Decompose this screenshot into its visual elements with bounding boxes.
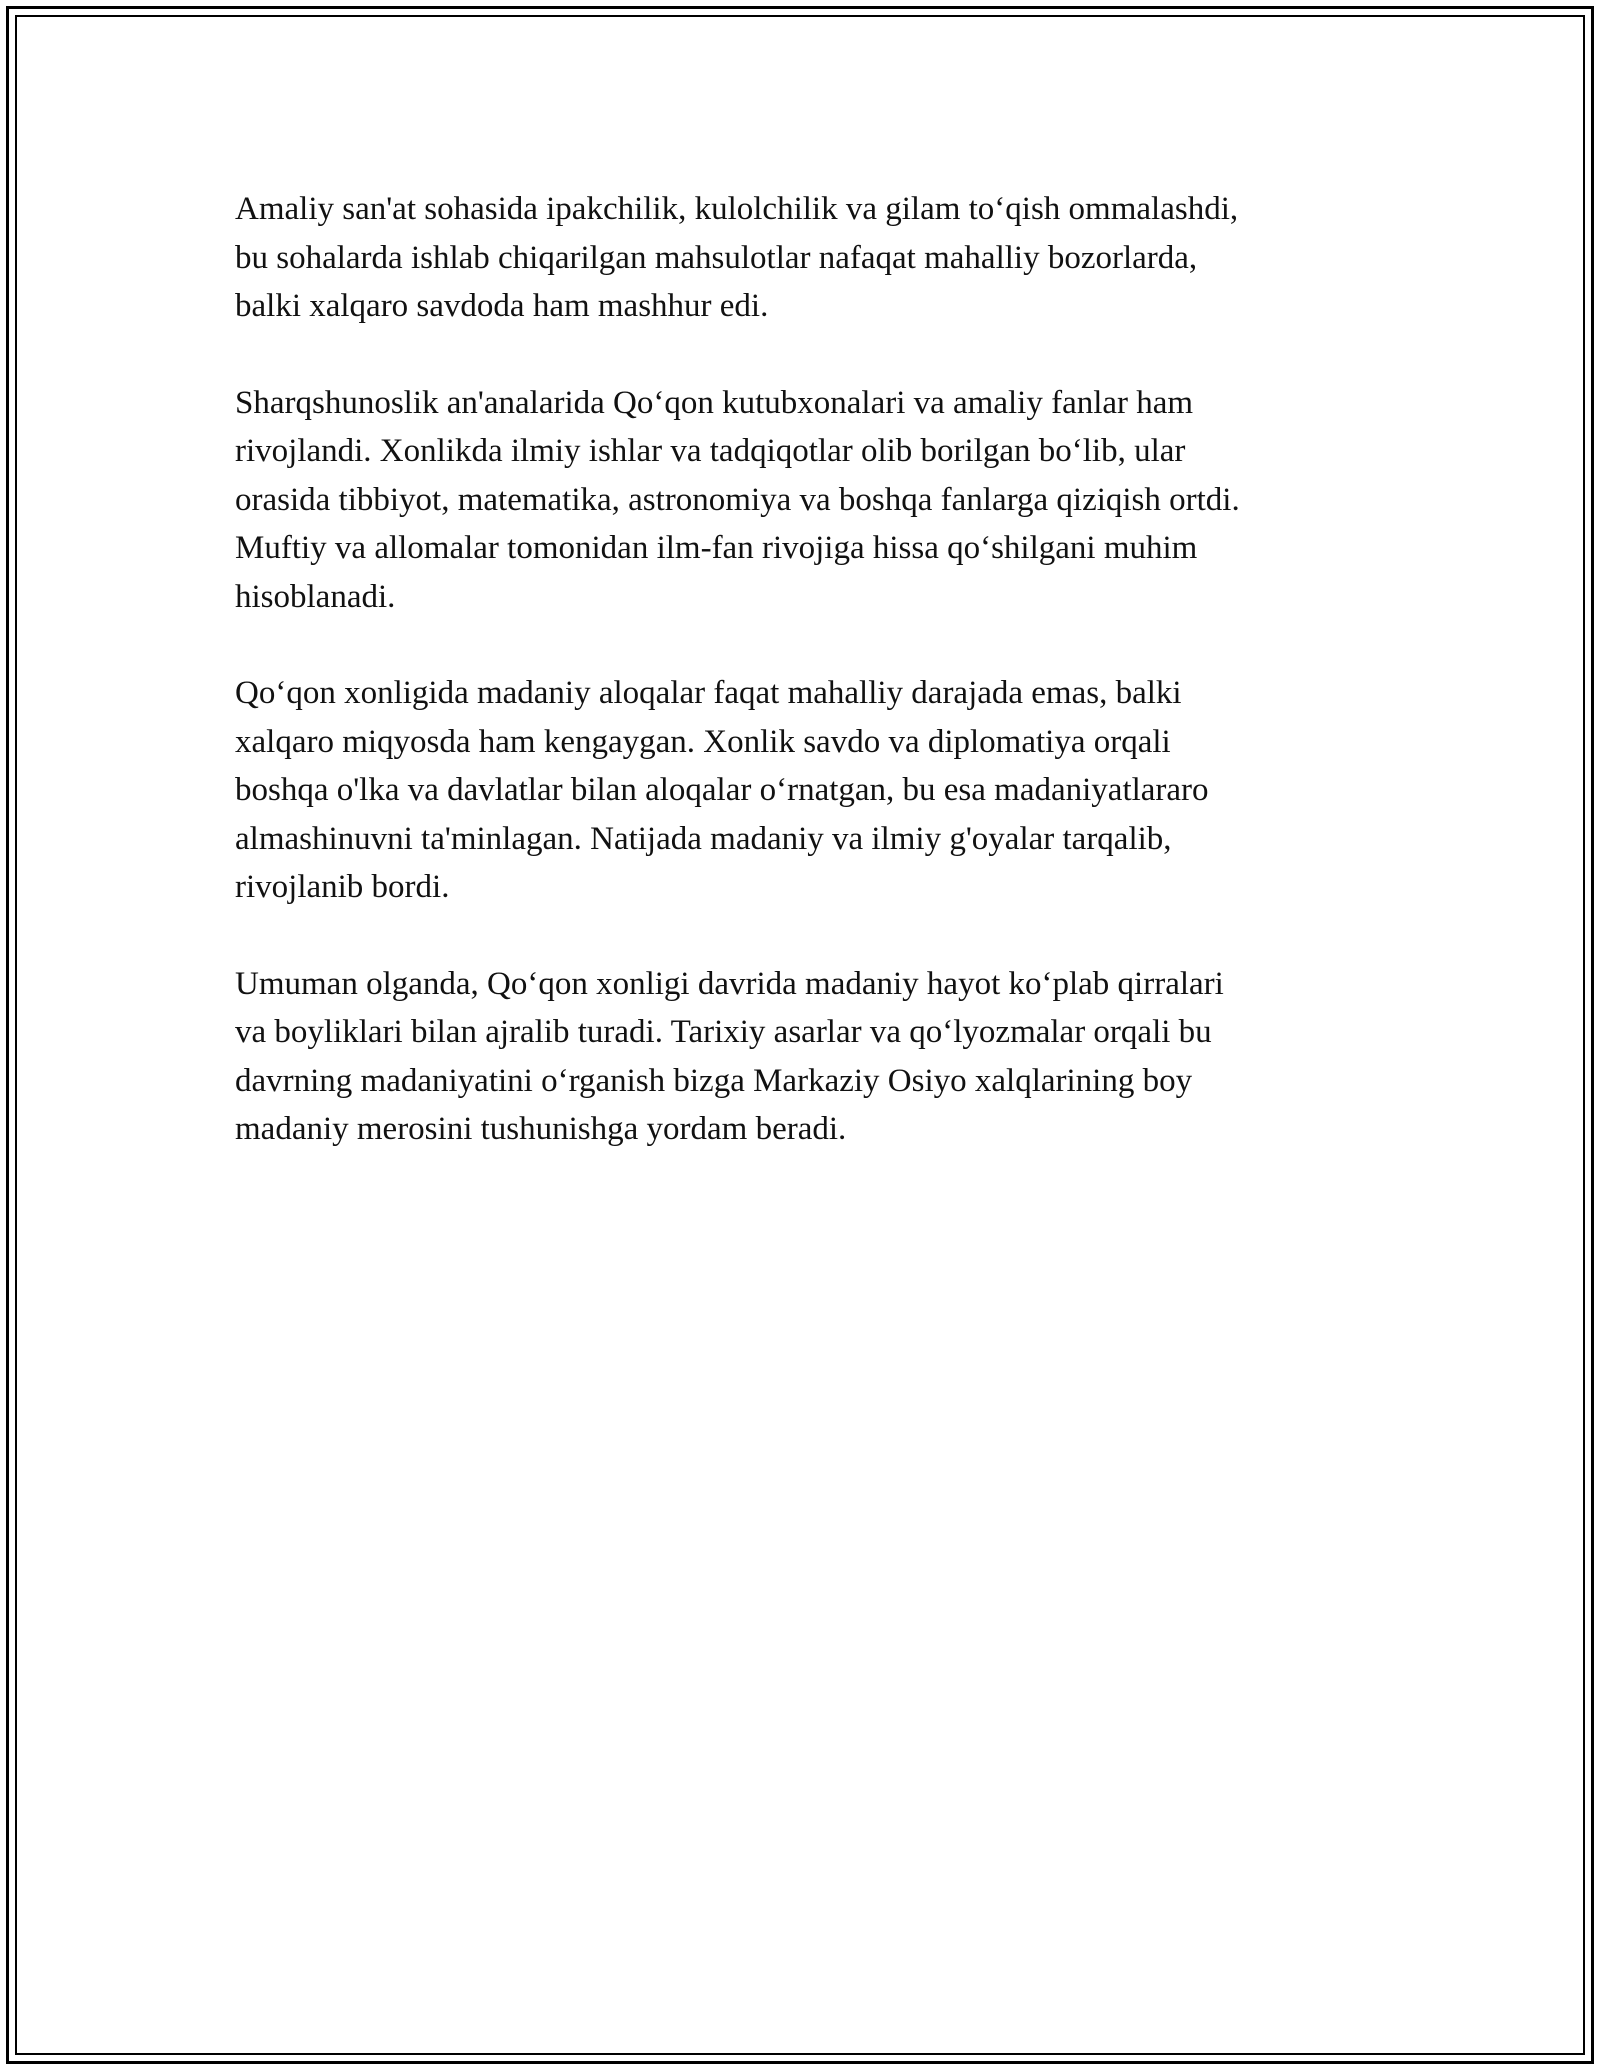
text-line: bu sohalarda ishlab chiqarilgan mahsulotlar nafaqat mahalliy bozorlarda, bbox=[235, 239, 1198, 276]
text-line: Sharqshunoslik an'analarida Qo‘qon kutubxonalari va amaliy fanlar ham bbox=[235, 384, 1194, 421]
text-line: rivojlanib bordi. bbox=[235, 869, 450, 905]
text-line: balki xalqaro savdoda ham mashhur edi. bbox=[235, 288, 769, 324]
document-body bbox=[235, 185, 1385, 1202]
text-line: va boyliklari bilan ajralib turadi. Tarixiy asarlar va qo‘lyozmalar orqali bu bbox=[235, 1014, 1212, 1050]
text-line: Muftiy va allomalar tomonidan ilm-fan rivojiga hissa qo‘shilgani muhim bbox=[235, 530, 1198, 566]
paragraph-1 bbox=[235, 185, 1385, 331]
text-line: orasida tibbiyot, matematika, astronomiya va boshqa fanlarga qiziqish ortdi. bbox=[235, 481, 1240, 518]
text-line: davrning madaniyatini o‘rganish bizga Markaziy Osiyo xalqlarining boy bbox=[235, 1062, 1193, 1099]
text-line: boshqa o'lka va davlatlar bilan aloqalar o‘rnatgan, bu esa madaniyatlararo bbox=[235, 772, 1209, 808]
text-line: Amaliy san'at sohasida ipakchilik, kulolchilik va gilam to‘qish ommalashdi, bbox=[235, 191, 1239, 227]
text-line: hisoblanadi. bbox=[235, 578, 396, 615]
text-line: rivojlandi. Xonlikda ilmiy ishlar va tadqiqotlar olib borilgan bo‘lib, ular bbox=[235, 433, 1186, 469]
text-line: xalqaro miqyosda ham kengaygan. Xonlik savdo va diplomatiya orqali bbox=[235, 723, 1171, 760]
text-line: almashinuvni ta'minlagan. Natijada madaniy va ilmiy g'oyalar tarqalib, bbox=[235, 820, 1172, 857]
text-line: Umuman olganda, Qo‘qon xonligi davrida madaniy hayot ko‘plab qirralari bbox=[235, 965, 1224, 1002]
text-line: madaniy merosini tushunishga yordam beradi. bbox=[235, 1111, 847, 1147]
text-line: Qo‘qon xonligida madaniy aloqalar faqat mahalliy darajada emas, balki bbox=[235, 675, 1182, 711]
paragraph-4 bbox=[235, 960, 1385, 1154]
paragraph-2 bbox=[235, 379, 1385, 622]
paragraph-3 bbox=[235, 669, 1385, 912]
